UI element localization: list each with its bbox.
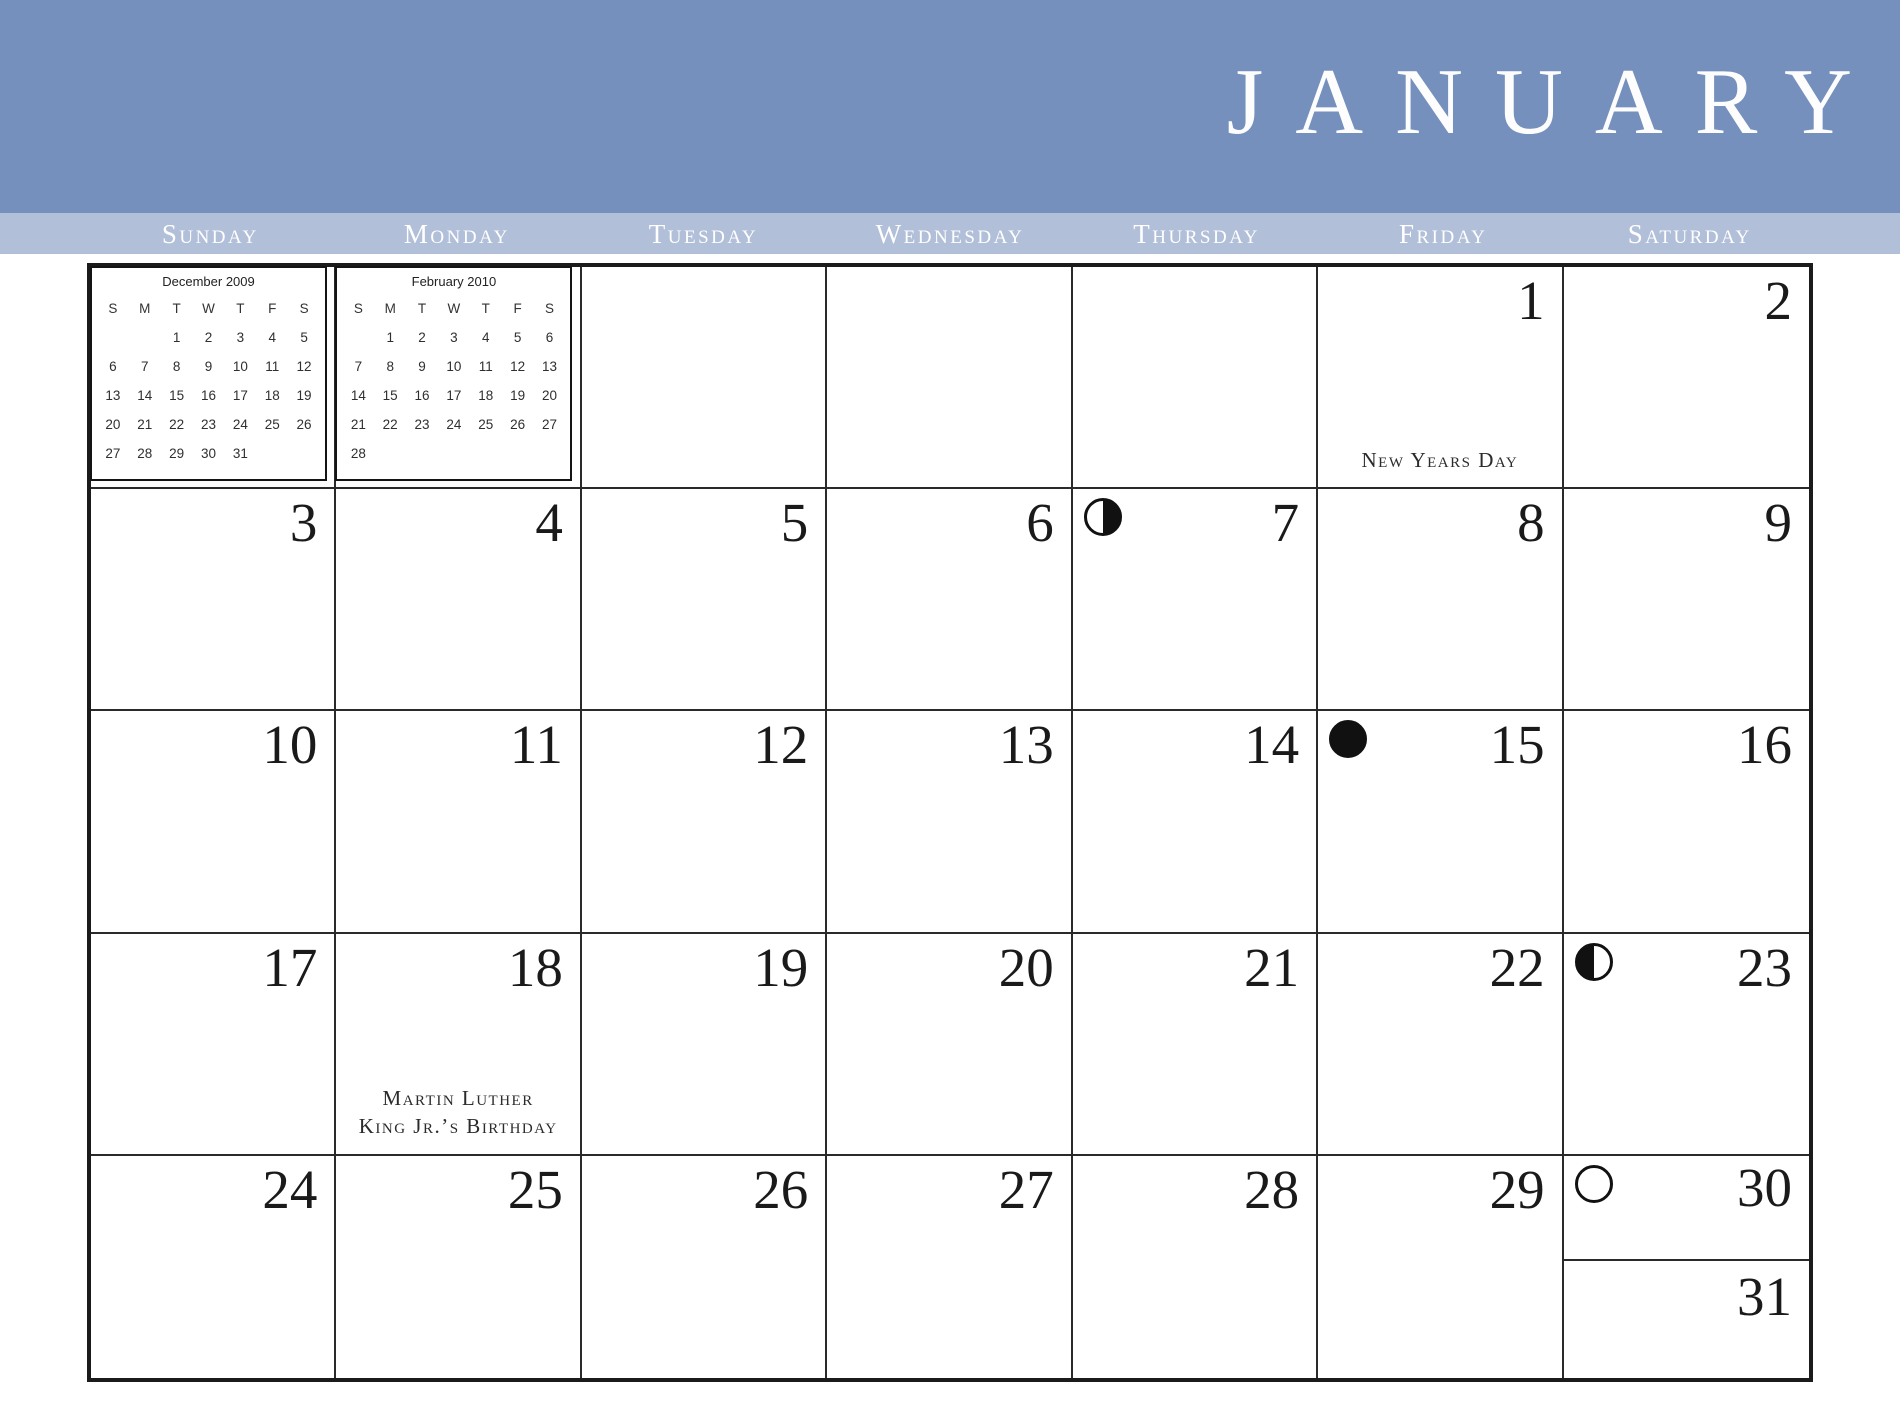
day-cell [827,267,1072,489]
weekday-wednesday: Wednesday [875,219,1025,249]
weekday-friday: Friday [1398,219,1488,249]
mini-day-header: M [384,301,396,316]
mini-calendar-cell [91,267,336,489]
mini-day-number: 26 [510,417,526,432]
mini-calendar-title: February 2010 [411,274,497,289]
day-cell [1073,1156,1318,1378]
mini-day-number: 25 [478,417,494,432]
mini-day-number: 26 [296,417,312,432]
day-cell [336,489,581,711]
day-number: 13 [998,714,1054,776]
day-number: 9 [1764,492,1792,554]
day-cell [1073,267,1318,489]
holiday-label [1318,446,1561,474]
mini-day-number: 21 [350,417,366,432]
mini-day-number: 25 [264,417,280,432]
day-cell [827,934,1072,1156]
day-number: 17 [262,936,318,998]
day-number: 11 [509,714,563,776]
day-cell [1564,489,1809,711]
mini-day-number: 3 [236,330,245,345]
month-header-band [0,0,1900,213]
mini-day-number: 6 [109,359,117,374]
day-cell [91,489,336,711]
day-subcell-top [1564,1156,1809,1261]
day-cell [91,711,336,933]
mini-day-number: 8 [386,359,394,374]
day-cell [582,711,827,933]
day-number: 15 [1489,714,1545,776]
mini-calendar [335,266,572,481]
mini-day-number: 5 [300,330,308,345]
mini-day-number: 2 [204,330,213,345]
mini-day-header: S [544,301,554,316]
day-number: 1 [1517,270,1545,331]
day-number: 14 [1244,714,1300,776]
day-number: 2 [1764,270,1792,331]
mini-day-number: 20 [105,417,121,432]
mini-day-number: 28 [137,446,153,461]
day-cell [1073,489,1318,711]
day-number: 19 [753,936,809,998]
mini-day-number: 16 [200,388,216,403]
mini-day-number: 17 [232,388,248,403]
mini-day-number: 19 [510,388,526,403]
day-number: 29 [1489,1158,1545,1220]
day-cell [1564,267,1809,489]
mini-day-header: S [108,301,118,316]
mini-day-number: 15 [169,388,185,403]
day-number: 16 [1737,714,1792,776]
mini-day-number: 6 [545,330,554,345]
mini-day-number: 4 [268,330,276,345]
day-number: 30 [1737,1156,1792,1218]
mini-day-header: S [299,301,309,316]
mini-day-number: 1 [386,330,394,345]
moon-first-quarter-icon [1575,943,1613,981]
holiday-label-line: New Years Day [1361,447,1519,472]
holiday-label-line: Martin Luther [382,1086,534,1111]
mini-day-header: F [268,301,277,316]
mini-day-number: 13 [541,359,557,374]
day-number: 28 [1244,1158,1300,1220]
day-number: 26 [753,1158,809,1220]
mini-day-number: 23 [200,417,216,432]
mini-day-number: 31 [232,446,248,461]
day-number: 25 [507,1158,563,1220]
mini-calendar-cell [336,267,581,489]
day-cell [827,711,1072,933]
weekday-row [87,213,1813,254]
day-number: 23 [1737,936,1792,998]
mini-day-number: 11 [265,359,280,374]
day-number: 5 [780,492,809,554]
day-cell [1073,934,1318,1156]
day-cell [91,934,336,1156]
mini-day-number: 7 [141,359,149,374]
day-cell [1318,489,1563,711]
day-cell [1318,934,1563,1156]
mini-day-header: F [513,301,522,316]
mini-day-number: 3 [450,330,458,345]
holiday-label-line: King Jr.’s Birthday [358,1114,558,1139]
mini-day-number: 24 [232,417,248,432]
moon-last-quarter-icon [1084,498,1122,536]
day-cell [1318,711,1563,933]
mini-day-number: 22 [169,417,185,432]
month-title: JANUARY [1226,50,1884,154]
mini-day-number: 10 [232,359,248,374]
day-subcell-bottom [1564,1261,1809,1378]
mini-day-number: 9 [204,359,213,374]
day-number: 6 [1026,492,1054,554]
mini-day-number: 7 [354,359,363,374]
mini-day-number: 13 [105,388,121,403]
day-number: 27 [998,1158,1054,1220]
holiday-label [336,1084,579,1141]
mini-day-number: 12 [296,359,312,374]
mini-day-number: 2 [418,330,426,345]
mini-day-number: 27 [105,446,121,461]
mini-day-number: 22 [382,417,398,432]
day-cell [582,267,827,489]
day-cell [1318,1156,1563,1378]
day-cell [336,934,581,1156]
mini-day-number: 18 [264,388,280,403]
day-cell [1073,711,1318,933]
day-cell [827,1156,1072,1378]
moon-new-icon [1329,720,1367,758]
mini-calendar-title: December 2009 [162,274,255,289]
mini-day-number: 29 [169,446,185,461]
day-cell [582,1156,827,1378]
mini-day-header: S [353,301,363,316]
day-cell [582,934,827,1156]
mini-calendar-grid [97,294,320,468]
mini-day-number: 1 [172,330,181,345]
day-number: 24 [262,1158,318,1220]
mini-day-number: 14 [350,388,366,403]
mini-day-number: 9 [418,359,426,374]
day-cell [1564,934,1809,1156]
mini-day-header: T [481,301,490,316]
weekday-sunday: Sunday [161,219,259,249]
mini-day-header: T [236,301,245,316]
day-number: 8 [1517,492,1545,554]
day-cell [336,1156,581,1378]
mini-day-header: W [447,301,461,316]
mini-day-number: 4 [482,330,490,345]
mini-calendar [90,266,327,481]
mini-day-number: 23 [414,417,430,432]
mini-day-header: T [417,301,427,316]
mini-day-number: 21 [137,417,153,432]
day-cell [1318,267,1563,489]
weekday-tuesday: Tuesday [648,219,759,249]
mini-day-number: 8 [172,359,181,374]
mini-day-number: 28 [350,446,366,461]
day-number: 3 [289,492,318,554]
mini-day-number: 14 [137,388,153,403]
day-number: 31 [1737,1265,1792,1327]
calendar-grid [87,263,1813,1382]
weekday-thursday: Thursday [1133,219,1260,249]
day-cell [91,1156,336,1378]
mini-day-number: 17 [446,388,462,403]
weekday-monday: Monday [403,219,510,249]
mini-day-number: 20 [541,388,557,403]
day-number: 4 [535,492,563,554]
day-number: 12 [753,714,809,776]
day-cell [336,711,581,933]
mini-day-number: 5 [513,330,522,345]
mini-day-number: 19 [296,388,312,403]
day-number: 18 [507,936,563,998]
day-cell [827,489,1072,711]
day-number: 20 [998,936,1054,998]
day-number: 22 [1489,936,1545,998]
mini-day-header: T [172,301,181,316]
day-cell-split [1564,1156,1809,1378]
mini-day-number: 16 [414,388,430,403]
mini-day-number: 27 [541,417,557,432]
mini-day-header: M [139,301,151,316]
mini-day-number: 18 [478,388,494,403]
weekday-band [0,213,1900,254]
mini-day-number: 15 [382,388,398,403]
mini-day-number: 12 [510,359,526,374]
mini-calendar-grid [342,294,565,468]
mini-day-number: 30 [200,446,216,461]
mini-day-number: 10 [446,359,462,374]
day-number: 7 [1271,492,1300,554]
weekday-saturday: Saturday [1627,219,1752,249]
mini-day-header: W [202,301,215,316]
day-cell [582,489,827,711]
mini-day-number: 11 [478,359,493,374]
mini-day-number: 24 [446,417,462,432]
day-number: 10 [262,714,318,776]
day-number: 21 [1244,936,1300,998]
moon-full-icon [1575,1165,1613,1203]
day-cell [1564,711,1809,933]
